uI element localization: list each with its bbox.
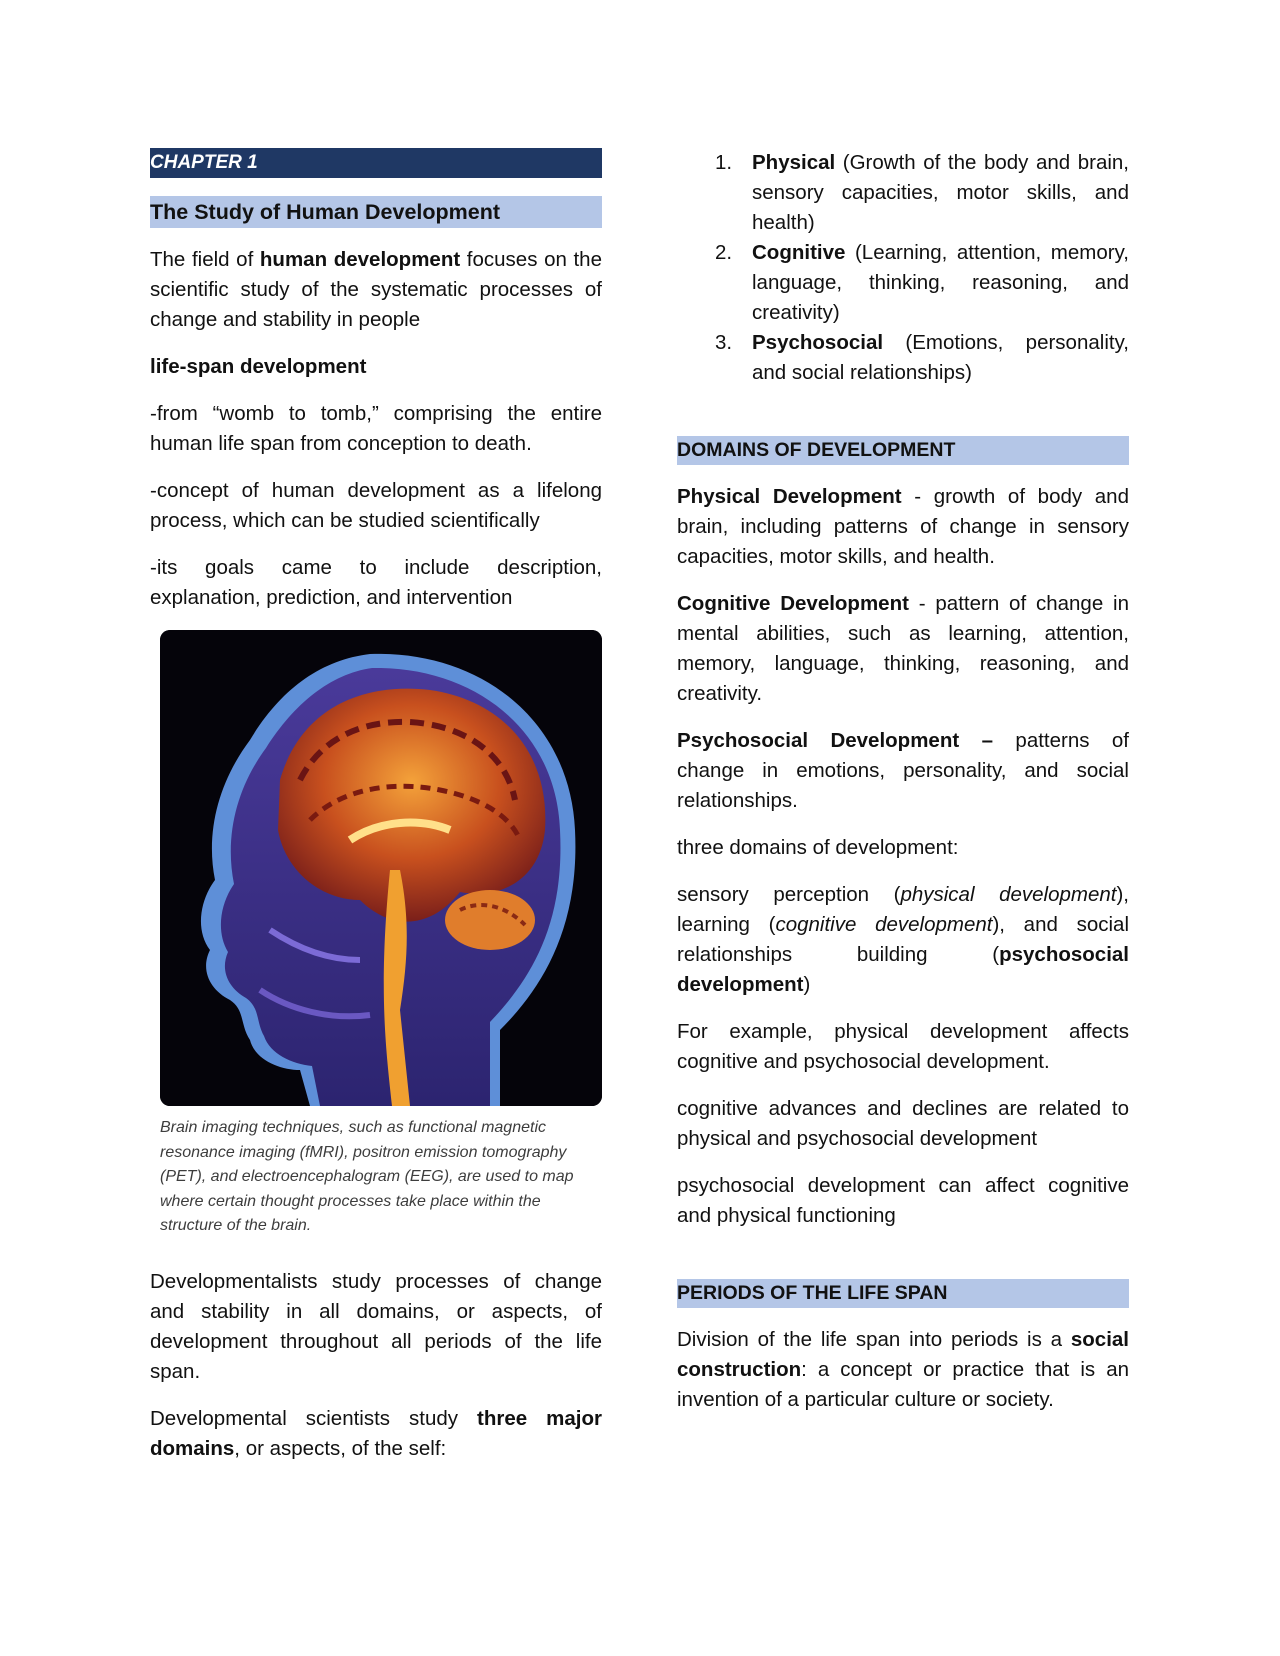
developmentalists-paragraph: Developmentalists study processes of change and stability in all domains, or aspects, of development throughout all periods of the life span. [150, 1269, 602, 1383]
section-title: The Study of Human Development [150, 196, 602, 228]
cognitive-advances-paragraph: cognitive advances and declines are related to physical and psychosocial development [677, 1097, 1129, 1150]
list-item: 3. Psychosocial (Emotions, personality, and social relationships) [677, 328, 1129, 388]
cognitive-development-paragraph: Cognitive Development - pattern of change in mental abilities, such as learning, attention, memory, language, thinking, reasoning, and creativity. [677, 592, 1129, 705]
bullet-womb-to-tomb: -from “womb to tomb,” comprising the entire human life span from conception to death. [150, 402, 602, 455]
domains-example-paragraph: sensory perception (physical development), learning (cognitive development), and social relationships building (psychosocial development) [677, 883, 1129, 996]
chapter-label: CHAPTER 1 [150, 148, 602, 178]
bullet-goals: -its goals came to include description, explanation, prediction, and intervention [150, 556, 602, 609]
list-number: 2. [715, 241, 733, 264]
list-number: 3. [715, 331, 733, 354]
list-item: 2. Cognitive (Learning, attention, memory, language, thinking, reasoning, and creativity) [677, 238, 1129, 328]
for-example-paragraph: For example, physical development affects cognitive and psychosocial development. [677, 1020, 1129, 1073]
domains-heading: DOMAINS OF DEVELOPMENT [677, 436, 1129, 465]
list-number: 1. [715, 151, 733, 174]
psychosocial-affect-paragraph: psychosocial development can affect cognitive and physical functioning [677, 1174, 1129, 1227]
three-domains-line: three domains of development: [677, 836, 959, 859]
domains-list [677, 148, 1129, 388]
left-column [150, 148, 602, 1464]
scientists-paragraph: Developmental scientists study three major domains, or aspects, of the self: [150, 1406, 602, 1460]
list-item: 1. Physical (Growth of the body and brain, sensory capacities, motor skills, and health) [677, 148, 1129, 238]
bullet-lifelong-process: -concept of human development as a lifelong process, which can be studied scientifically [150, 479, 602, 532]
division-paragraph: Division of the life span into periods is a social construction: a concept or practice that is an invention of a particular culture or society. [677, 1328, 1129, 1411]
figure-caption: Brain imaging techniques, such as functional magnetic resonance imaging (fMRI), positron emission tomography (PET), and electroencephalogram (EEG), are used to map where certain thought processes take place within the structure of the brain. [160, 1119, 574, 1234]
physical-development-paragraph: Physical Development - growth of body and brain, including patterns of change in sensory capacities, motor skills, and health. [677, 485, 1129, 568]
lifespan-heading: life-span development [150, 355, 367, 378]
psychosocial-development-paragraph: Psychosocial Development – patterns of change in emotions, personality, and social relationships. [677, 729, 1129, 812]
intro-paragraph: The field of human development focuses on the scientific study of the systematic processes of change and stability in people [150, 248, 602, 331]
brain-mri-image [160, 630, 602, 1106]
right-column [677, 148, 1129, 1415]
brain-mri-illustration [160, 630, 602, 1106]
periods-heading: PERIODS OF THE LIFE SPAN [677, 1279, 1129, 1308]
